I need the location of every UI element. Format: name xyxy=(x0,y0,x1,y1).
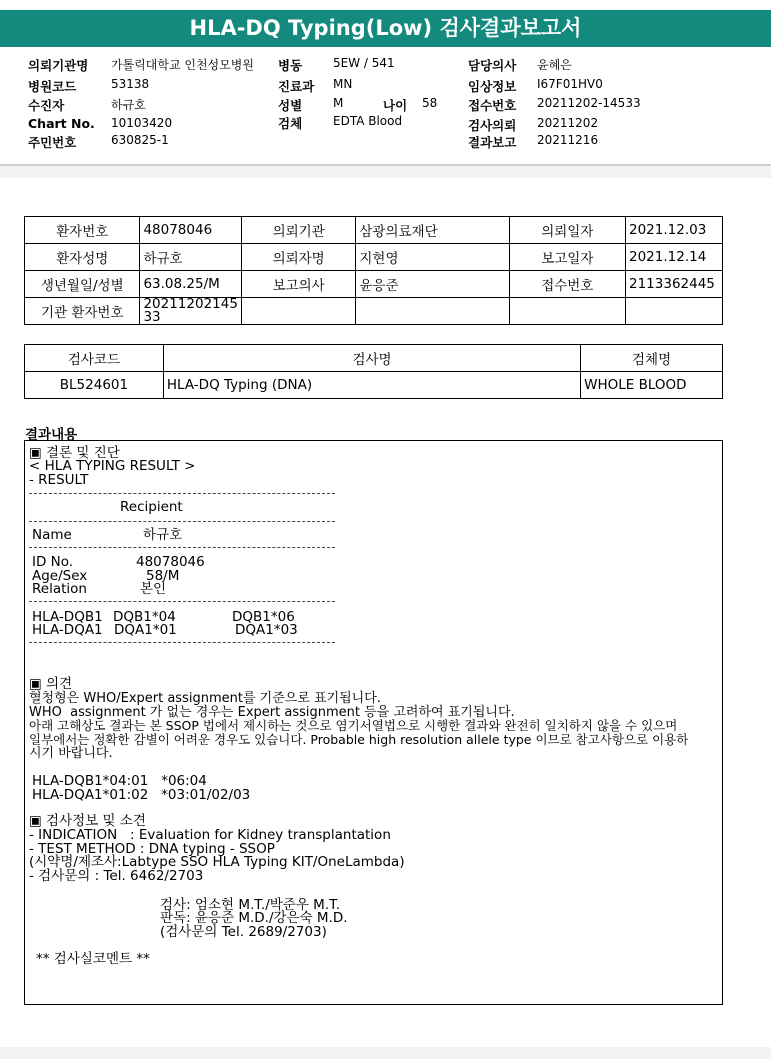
test-info-heading: ▣ 검사정보 및 소견 xyxy=(29,813,146,829)
header-label: 검체 xyxy=(278,116,303,131)
id-label: ID No. xyxy=(32,554,74,570)
table-cell: BL524601 xyxy=(25,372,164,399)
table-cell: 48078046 xyxy=(140,217,241,244)
relation-value: 본인 xyxy=(140,581,167,597)
opinion-line: 혈청형은 WHO/Expert assignment를 기준으로 표기됩니다. xyxy=(29,691,381,706)
table-cell xyxy=(509,298,625,325)
patient-info-table xyxy=(24,216,723,325)
high-res-dqa1: HLA-DQA1*01:02 *03:01/02/03 xyxy=(32,787,251,803)
test-info-line: (시약명/제조사:Labtype SSO HLA Typing KIT/OneLambda) xyxy=(29,854,405,870)
opinion-line: 일부에서는 정확한 감별이 어려운 경우도 있습니다. Probable high resolution allele type 이므로 참고사항으로 이용하 xyxy=(29,732,689,747)
table-cell: 접수번호 xyxy=(509,271,625,298)
result-section-title: 결과내용 xyxy=(25,427,78,443)
header-label: Chart No. xyxy=(28,116,95,131)
dashed-divider xyxy=(29,601,335,602)
opinion-line: WHO assignment 가 없는 경우는 Expert assignment 등을 고려하여 표기됩니다. xyxy=(29,705,515,720)
dashed-divider xyxy=(29,521,335,522)
relation-label: Relation xyxy=(32,581,87,597)
bottom-band xyxy=(0,1047,771,1059)
table-cell: WHOLE BLOOD xyxy=(581,372,723,399)
dqb1-allele-2: DQB1*06 xyxy=(232,609,295,625)
table-cell: 생년월일/성별 xyxy=(25,271,140,298)
table-cell: 의뢰기관 xyxy=(241,217,355,244)
age-value: 58 xyxy=(422,96,438,110)
header-label: 임상정보 xyxy=(468,79,517,94)
test-info-line: - INDICATION : Evaluation for Kidney transplantation xyxy=(29,827,391,843)
header-label: 주민번호 xyxy=(28,135,77,150)
header-value: 하규호 xyxy=(111,98,146,112)
header-label: 진료과 xyxy=(278,79,315,94)
name-value: 하규호 xyxy=(143,527,183,543)
gray-band xyxy=(0,166,771,178)
table-cell: 지현영 xyxy=(356,244,509,271)
header-value: M xyxy=(333,96,344,110)
table-cell: 삼광의료재단 xyxy=(356,217,509,244)
table-header-row xyxy=(25,345,723,372)
age-sex-label: Age/Sex xyxy=(32,568,88,584)
opinion-line: 아래 고해상도 결과는 본 SSOP 법에서 제시하는 것으로 염기서열법으로 시행한 결과와 완전히 일치하지 않을 수 있으며 xyxy=(29,718,678,733)
table-cell xyxy=(356,298,509,325)
table-row xyxy=(25,372,723,399)
header-label: 담당의사 xyxy=(468,58,517,73)
header-value: 630825-1 xyxy=(111,133,169,147)
header-value: 53138 xyxy=(111,77,150,91)
header-value: 윤혜은 xyxy=(537,58,572,72)
header-label: 검사의뢰 xyxy=(468,118,517,133)
dqa1-allele-2: DQA1*03 xyxy=(235,622,298,638)
dqa1-label: HLA-DQA1 xyxy=(32,622,103,638)
table-cell xyxy=(241,298,355,325)
header-value: 5EW / 541 xyxy=(333,56,395,70)
table-cell: 환자성명 xyxy=(25,244,140,271)
header-value: 가톨릭대학교 인천성모병원 xyxy=(111,58,254,72)
header-label: 결과보고 xyxy=(468,135,517,150)
table-cell: 하규호 xyxy=(140,244,241,271)
column-header: 검사코드 xyxy=(25,345,164,372)
header-label: 병동 xyxy=(278,58,303,73)
header-value: 20211202 xyxy=(537,116,599,130)
table-cell: 윤응준 xyxy=(356,271,509,298)
report-title: HLA-DQ Typing(Low) 검사결과보고서 xyxy=(0,10,771,47)
header-label: 의뢰기관명 xyxy=(28,58,89,73)
dqb1-allele-1: DQB1*04 xyxy=(113,609,176,625)
table-cell xyxy=(626,298,723,325)
table-cell: 2021.12.14 xyxy=(626,244,723,271)
opinion-heading: ▣ 의견 xyxy=(29,676,73,692)
header-value: 20211202-14533 xyxy=(537,96,641,110)
age-sex-value: 58/M xyxy=(146,568,180,584)
table-cell: 환자번호 xyxy=(25,217,140,244)
table-cell: 보고의사 xyxy=(241,271,355,298)
header-label: 수진자 xyxy=(28,98,65,113)
header-value: I67F01HV0 xyxy=(537,77,603,91)
table-row xyxy=(25,271,723,298)
header-value: 20211216 xyxy=(537,133,599,147)
header-label: 접수번호 xyxy=(468,98,517,113)
dqa1-allele-1: DQA1*01 xyxy=(114,622,177,638)
dashed-divider xyxy=(29,547,335,548)
table-row xyxy=(25,244,723,271)
opinion-line: 시기 바랍니다. xyxy=(29,746,113,761)
high-res-dqb1: HLA-DQB1*04:01 *06:04 xyxy=(32,773,207,789)
result-label: - RESULT xyxy=(29,472,89,488)
table-cell: 의뢰자명 xyxy=(241,244,355,271)
test-info-line: - 검사문의 : Tel. 6462/2703 xyxy=(29,868,204,884)
header-value: 10103420 xyxy=(111,116,173,130)
column-header: 검사명 xyxy=(163,345,580,372)
test-table xyxy=(24,344,723,399)
recipient-label: Recipient xyxy=(120,499,183,515)
table-cell: 보고일자 xyxy=(509,244,625,271)
conclusion-heading: ▣ 결론 및 진단 xyxy=(29,445,120,461)
table-row xyxy=(25,298,723,325)
table-cell: 2021.12.03 xyxy=(626,217,723,244)
header-label: 병원코드 xyxy=(28,79,77,94)
result-box xyxy=(24,440,723,1005)
table-cell: 2113362445 xyxy=(626,271,723,298)
id-value: 48078046 xyxy=(136,554,205,570)
header-label: 성별 xyxy=(278,98,303,113)
signature-line: 판독: 윤응준 M.D./강은숙 M.D. xyxy=(160,910,348,926)
table-cell: 20211202145 33 xyxy=(140,298,241,325)
test-info-line: - TEST METHOD : DNA typing - SSOP xyxy=(29,841,275,857)
dqb1-label: HLA-DQB1 xyxy=(32,609,103,625)
lab-comment: ** 검사실코멘트 ** xyxy=(36,951,150,967)
table-cell: 63.08.25/M xyxy=(140,271,241,298)
table-cell: 의뢰일자 xyxy=(509,217,625,244)
typing-result-title: < HLA TYPING RESULT > xyxy=(29,458,196,474)
header-value: MN xyxy=(333,77,353,91)
dashed-divider xyxy=(29,493,335,494)
age-label: 나이 xyxy=(383,98,408,113)
table-row xyxy=(25,217,723,244)
table-cell: 기관 환자번호 xyxy=(25,298,140,325)
column-header: 검체명 xyxy=(581,345,723,372)
name-label: Name xyxy=(32,527,72,543)
signature-line: (검사문의 Tel. 2689/2703) xyxy=(160,924,327,940)
signature-line: 검사: 엄소현 M.T./박준우 M.T. xyxy=(160,897,341,913)
header-value: EDTA Blood xyxy=(333,114,403,128)
dashed-divider xyxy=(29,642,335,643)
table-cell: HLA-DQ Typing (DNA) xyxy=(163,372,580,399)
report-header xyxy=(0,52,771,165)
